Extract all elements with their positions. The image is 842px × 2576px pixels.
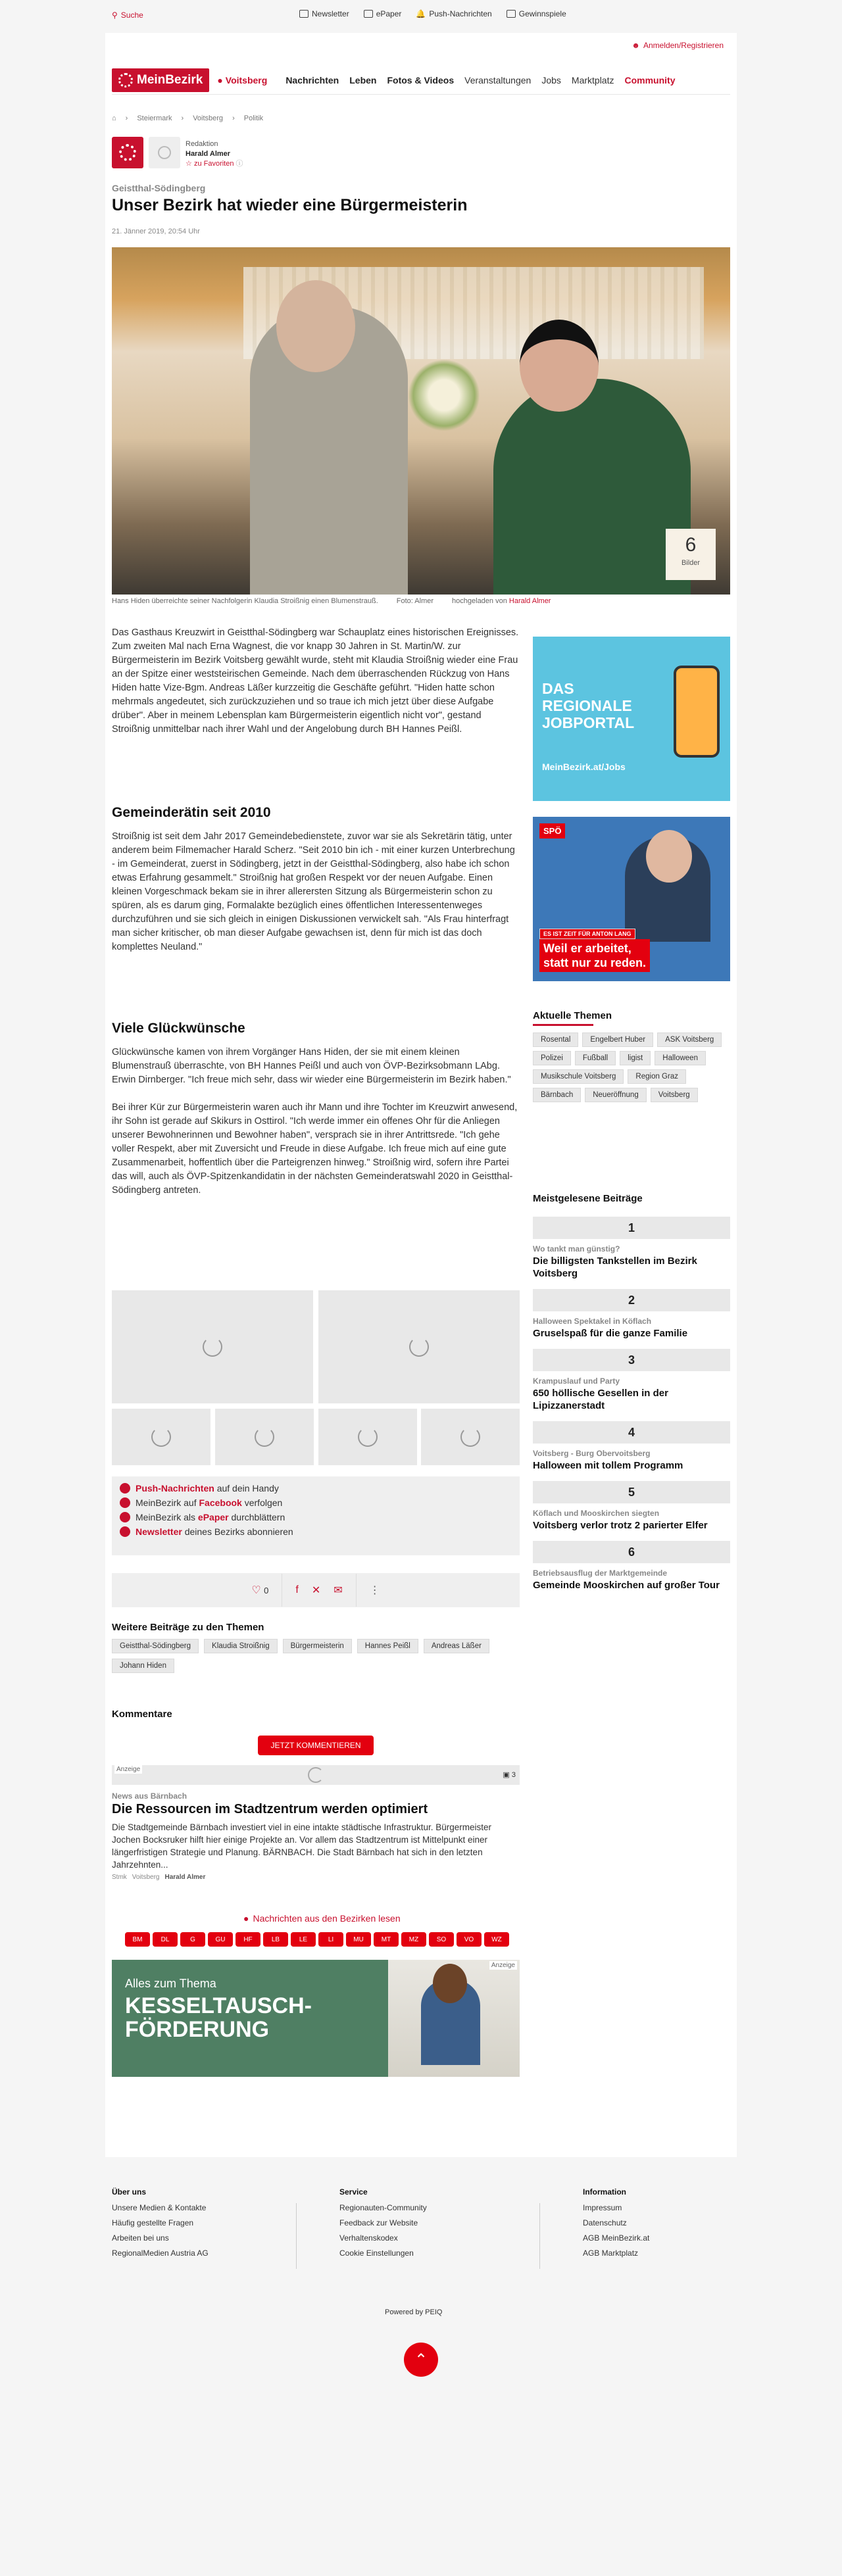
menu (285, 75, 675, 85)
breadcrumb-voitsberg[interactable]: Voitsberg (193, 114, 224, 122)
page-container (105, 33, 737, 2157)
breadcrumb-politik[interactable]: Politik (243, 114, 264, 122)
footer-link[interactable]: AGB Marktplatz (583, 2248, 639, 2258)
star-icon: ☆ (186, 160, 192, 168)
gallery-thumb[interactable] (421, 1409, 520, 1465)
district-button[interactable]: SO (429, 1932, 454, 1947)
footer-heading: Über uns (112, 2187, 147, 2197)
comments-heading: Kommentare (112, 1709, 172, 1720)
breadcrumb: ⌂ › Steiermark › Voitsberg › Politik (112, 114, 264, 122)
page-title: Unser Bezirk hat wieder eine Bürgermeisterin (112, 196, 468, 214)
district-button[interactable]: MT (374, 1932, 399, 1947)
district-button[interactable]: MZ (401, 1932, 426, 1947)
topics-tags (533, 1033, 730, 1102)
district-button[interactable]: G (180, 1932, 205, 1947)
facebook-icon (120, 1497, 130, 1508)
phone-icon (120, 1483, 130, 1494)
mostread-heading: Meistgelesene Beiträge (533, 1193, 643, 1204)
facebook-promo[interactable]: MeinBezirk auf Facebook verfolgen (120, 1497, 512, 1508)
image-count: ▣ 3 (503, 1771, 516, 1779)
district-button[interactable]: LB (263, 1932, 288, 1947)
footer-link[interactable]: Arbeiten bei uns (112, 2233, 169, 2243)
facebook-share-icon[interactable]: f (295, 1584, 299, 1595)
footer-link[interactable]: Unsere Medien & Kontakte (112, 2203, 207, 2212)
subheading-2: Viele Glückwünsche (112, 1021, 245, 1036)
push-promo[interactable]: Push-Nachrichten auf dein Handy (120, 1483, 512, 1494)
topic-tag[interactable]: Rosental (533, 1033, 578, 1047)
gallery-image[interactable] (318, 1290, 520, 1403)
menu-nachrichten[interactable]: Nachrichten (285, 74, 339, 85)
subheading-1: Gemeinderätin seit 2010 (112, 805, 271, 820)
menu-leben[interactable]: Leben (349, 74, 377, 85)
region-selector[interactable]: ● Voitsberg (217, 74, 268, 85)
district-button[interactable]: LI (318, 1932, 343, 1947)
topic-tag[interactable]: ligist (620, 1051, 651, 1065)
image-caption: Hans Hiden überreichte seiner Nachfolgerin Klaudia Stroißnig einen Blumenstrauß. Foto: Almer hochgeladen von Harald Almer (112, 597, 551, 605)
jobportal-ad[interactable]: DAS REGIONALE JOBPORTAL MeinBezirk.at/Jobs (533, 637, 730, 801)
footer-link[interactable]: Cookie Einstellungen (339, 2248, 414, 2258)
gift-icon (507, 10, 516, 18)
topic-tag[interactable]: Voitsberg (651, 1088, 698, 1102)
districts-link[interactable]: ● Nachrichten aus den Bezirken lesen (243, 1913, 401, 1924)
mostread-list (533, 1217, 730, 1601)
menu-marktplatz[interactable]: Marktplatz (571, 74, 614, 85)
tag[interactable]: Klaudia Stroißnig (204, 1639, 278, 1653)
home-icon[interactable]: ⌂ (112, 114, 116, 122)
topic-tag[interactable]: Halloween (655, 1051, 706, 1065)
district-button[interactable]: DL (153, 1932, 178, 1947)
paragraph-1: Das Gasthaus Kreuzwirt in Geistthal-Södingberg war Schauplatz eines historischen Ereignisses. Zum zweiten Mal nach Erna Wagnest, die vor knapp 30 Jahren in St. Martin/W. zur Bürgermeisterin im Bezirk Voitsberg gewählt wurde, steht mit Klaudia Stroißnig wieder eine Frau an der Spitze einer weststeirischen Gemeinde. Nach dem überraschenden Rückzug von Hans Hiden hatte Vize-Bgm. Andreas Läßer kurzzeitig die Geschäfte geführt. "Hiden hatte schon mehrmals angedeutet, sich zurückzuziehen und so traue ich mich jetzt über diese Aufgabe drüber". Aber in meinem Lebensplan kam Bürgermeisterin eigentlich nicht vor", gestand Stroißnig unmittelbar nach ihrer Wahl und der Angelobung durch BH Hannes Peißl. (112, 627, 519, 735)
topic-tag[interactable]: Engelbert Huber (582, 1033, 653, 1047)
image-gallery (112, 1290, 520, 1460)
mail-icon (299, 10, 309, 18)
article-kicker: Geistthal-Södingberg (112, 183, 206, 193)
district-button[interactable]: VO (457, 1932, 482, 1947)
top-bar (0, 0, 842, 33)
image-count-badge[interactable]: 6 Bilder (666, 529, 716, 580)
gallery-thumb[interactable] (318, 1409, 417, 1465)
push-link[interactable]: 🔔 Push-Nachrichten (416, 9, 492, 18)
menu-community[interactable]: Community (624, 74, 676, 85)
topic-tag[interactable]: Fußball (575, 1051, 616, 1065)
epaper-link[interactable]: ePaper (364, 9, 402, 18)
chevron-up-icon: ⌃ (414, 2350, 428, 2369)
footer-link[interactable]: RegionalMedien Austria AG (112, 2248, 209, 2258)
newsletter-link[interactable]: Newsletter (299, 9, 349, 18)
logo-icon (118, 73, 133, 87)
list-item[interactable]: 1 Wo tankt man günstig? Die billigsten Tankstellen im Bezirk Voitsberg (533, 1217, 730, 1280)
more-options-icon[interactable]: ⋮ (369, 1585, 380, 1596)
breadcrumb-steiermark[interactable]: Steiermark (137, 114, 172, 122)
topic-tag[interactable]: Neueröffnung (585, 1088, 646, 1102)
article-date: 21. Jänner 2019, 20:54 Uhr (112, 228, 200, 235)
topic-tag[interactable]: Polizei (533, 1051, 571, 1065)
hero-image[interactable] (112, 247, 730, 595)
spoe-ad[interactable]: SPÖ ES IST ZEIT FÜR ANTON LANG Weil er arbeitet, statt nur zu reden. (533, 817, 730, 981)
epaper-icon (120, 1512, 130, 1522)
mail-share-icon[interactable]: ✉ (334, 1585, 343, 1596)
list-item[interactable]: 3 Krampuslauf und Party 650 höllische Gesellen in der Lipizzanerstadt (533, 1349, 730, 1412)
epaper-icon (364, 10, 373, 18)
uploader-link[interactable]: Harald Almer (508, 597, 551, 605)
author-box (112, 137, 243, 169)
district-button[interactable]: GU (208, 1932, 233, 1947)
avatar[interactable] (149, 137, 180, 168)
district-button[interactable]: HF (235, 1932, 260, 1947)
sponsored-teaser[interactable]: News aus Bärnbach Die Ressourcen im Stadtzentrum werden optimiert Die Stadtgemeinde Bärnbach investiert viel in eine intakte städtische Infrastruktur. Bürgermeister Jochen Bocksruker hilft hier einige Projekte an. Vor allem das Stadtzentrum ist Mittelpunkt einer längerfristigen Strategie und Planung. BÄRNBACH. Die Stadt Bärnbach hat sich in den letzten Jahrzehnten... Stmk Voitsberg Harald Almer (112, 1791, 492, 1881)
tag[interactable]: Bürgermeisterin (283, 1639, 352, 1653)
loading-icon (308, 1767, 324, 1783)
topic-tag[interactable]: Region Graz (628, 1069, 686, 1084)
x-share-icon[interactable]: ✕ (311, 1585, 321, 1596)
footer-link[interactable]: Feedback zur Website (339, 2218, 418, 2227)
more-topics-heading: Weitere Beiträge zu den Themen (112, 1622, 264, 1633)
author-name[interactable]: Harald Almer (186, 150, 231, 158)
footer-link[interactable]: Impressum (583, 2203, 622, 2212)
gewinnspiele-link[interactable]: Gewinnspiele (507, 9, 566, 18)
location-pin-icon: ● (243, 1913, 249, 1924)
kesseltausch-ad[interactable]: Anzeige Alles zum Thema KESSELTAUSCH- FÖRDERUNG (112, 1960, 520, 2077)
info-icon[interactable]: ⓘ (235, 160, 243, 168)
district-buttons (125, 1932, 509, 1947)
comment-button[interactable]: JETZT KOMMENTIEREN (258, 1736, 374, 1755)
tag[interactable]: Hannes Peißl (357, 1639, 418, 1653)
footer-heading: Information (583, 2187, 626, 2197)
top-links (299, 9, 566, 18)
article-tags (112, 1639, 520, 1673)
favorite-button[interactable]: ☆ zu Favoriten ⓘ (186, 160, 243, 168)
tag[interactable]: Johann Hiden (112, 1659, 174, 1673)
topic-tag[interactable]: ASK Voitsberg (657, 1033, 722, 1047)
like-button[interactable]: ♡ 0 (251, 1585, 269, 1596)
gallery-thumb[interactable] (215, 1409, 314, 1465)
ad-placeholder: Anzeige ▣ 3 (112, 1765, 520, 1785)
powered-by[interactable]: Powered by PEIQ (385, 2308, 443, 2316)
paragraph-3: Glückwünsche kamen von ihrem Vorgänger Hans Hiden, der sie mit einem kleinen Blumenstrauß überraschte, von BH Hannes Peißl und auch von ÖVP-Bezirksobmann LAbg. Erwin Dirnberger. "Ich freue mich sehr, dass wir wieder eine Bürgermeisterin im Bezirk haben." (112, 1047, 511, 1085)
footer-link[interactable]: Häufig gestellte Fragen (112, 2218, 194, 2227)
footer-heading: Service (339, 2187, 368, 2197)
list-item[interactable]: 2 Halloween Spektakel in Köflach Gruselspaß für die ganze Familie (533, 1289, 730, 1340)
newsletter-promo[interactable]: Newsletter deines Bezirks abonnieren (120, 1526, 512, 1537)
user-icon: ☻ (632, 41, 640, 50)
footer-link[interactable]: Datenschutz (583, 2218, 627, 2227)
paragraph-4: Bei ihrer Kür zur Bürgermeisterin waren auch ihr Mann und ihre Tochter im Kreuzwirt anwesend, ihr Sohn ist gerade auf Skikurs in Osttirol. "Ich werde immer ein offenes Ohr für die Anliegen unserer Bewohnerinnen und Bewohner haben", versprach sie in ihrer Antrittsrede. "Ich gehe voller Respekt, aber mit Zuversicht und Freude in diese Aufgabe. Ich freue mich auf eine gute Zusammenarbeit, hoffentlich über die Parteigrenzen hinweg." Stroißnig wird, sofern ihre Partei das will, auch als ÖVP-Spitzenkandidatin in der nächsten Gemeinderatswahl 2020 in Geistthal-Södingberg antreten. (112, 1102, 518, 1196)
search-link[interactable]: ⚲ Suche (112, 11, 143, 20)
menu-veranstaltungen[interactable]: Veranstaltungen (464, 74, 532, 85)
epaper-promo[interactable]: MeinBezirk als ePaper durchblättern (120, 1512, 512, 1522)
logo[interactable]: MeinBezirk (112, 68, 209, 92)
mail-icon (120, 1526, 130, 1537)
list-item[interactable]: 4 Voitsberg - Burg Obervoitsberg Halloween mit tollem Programm (533, 1421, 730, 1472)
paragraph-2: Stroißnig ist seit dem Jahr 2017 Gemeindebedienstete, zuvor war sie als Sekretärin tätig, unter anderem beim Filmemacher Harald Scherz. "Seit 2010 bin ich - mit einer kurzen Unterbrechung - im Gemeinderat, zuerst in Södingberg, jetzt in der Geistthal-Södingberg, also habe ich schon etwas Erfahrung gesammelt." Stroißnig hat großen Respekt vor der neuen Aufgabe. Einen kleinen Vorgeschmack bekam sie in ihrer allerersten Sitzung als Bürgermeisterin schon zu spüren, als es darum ging, Formalakte bezüglich eines öffentlichen Interessentenweges durchzuführen und sie sich gleich in einigen Diskussionen verwickelt sah. "Als Frau hinterfragt man sicher kritischer, ob man dieser Aufgabe gewachsen ist, denn für mich ist das doch komplettes Neuland." (112, 831, 515, 952)
menu-jobs[interactable]: Jobs (541, 74, 561, 85)
tag[interactable]: Andreas Läßer (424, 1639, 489, 1653)
login-link[interactable]: ☻ Anmelden/Registrieren (632, 41, 724, 50)
gallery-thumb[interactable] (112, 1409, 210, 1465)
tag[interactable]: Geistthal-Södingberg (112, 1639, 199, 1653)
search-icon: ⚲ (112, 11, 118, 20)
bell-icon: 🔔 (416, 9, 426, 18)
scroll-to-top-button[interactable] (404, 2343, 438, 2377)
district-button[interactable]: MU (346, 1932, 371, 1947)
gallery-image[interactable] (112, 1290, 313, 1403)
topic-tag[interactable]: Musikschule Voitsberg (533, 1069, 624, 1084)
topic-tag[interactable]: Bärnbach (533, 1088, 581, 1102)
footer-link[interactable]: Verhaltenskodex (339, 2233, 398, 2243)
brand-avatar (112, 137, 143, 168)
menu-fotos-videos[interactable]: Fotos & Videos (387, 74, 455, 85)
main-nav (112, 66, 730, 95)
district-button[interactable]: LE (291, 1932, 316, 1947)
footer-link[interactable]: AGB MeinBezirk.at (583, 2233, 650, 2243)
location-pin-icon: ● (217, 74, 223, 85)
topics-heading: Aktuelle Themen (533, 1010, 612, 1026)
list-item[interactable]: 5 Köflach und Mooskirchen siegten Voitsberg verlor trotz 2 parierter Elfer (533, 1481, 730, 1532)
list-item[interactable]: 6 Betriebsausflug der Marktgemeinde Gemeinde Mooskirchen auf großer Tour (533, 1541, 730, 1592)
district-button[interactable]: BM (125, 1932, 150, 1947)
share-bar (112, 1573, 520, 1607)
district-button[interactable]: WZ (484, 1932, 509, 1947)
author-role: Redaktion (186, 140, 218, 148)
footer-link[interactable]: Regionauten-Community (339, 2203, 427, 2212)
promo-box (112, 1476, 520, 1555)
